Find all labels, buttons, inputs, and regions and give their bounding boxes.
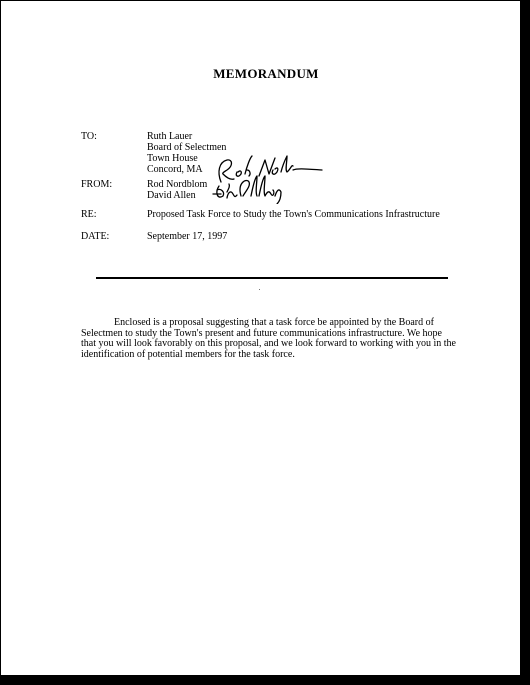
to-line-name: Ruth Lauer	[147, 131, 193, 142]
scan-speck	[259, 289, 260, 290]
from-senders	[147, 179, 207, 201]
scan-border-bottom	[1, 675, 530, 684]
re-subject: Proposed Task Force to Study the Town's Communications Infrastructure	[147, 209, 440, 220]
from-line-2: David Allen	[147, 190, 196, 201]
memo-body: Enclosed is a proposal suggesting that a task force be appointed by the Board of Selectmen to study the Town's present and future communications infrastructure. We hope that you will look favorably on this proposal, and we look forward to working with you in the identification of potential members for the task force.	[81, 317, 456, 360]
header-divider	[96, 277, 448, 279]
date-label: DATE:	[81, 231, 110, 242]
scan-border-right	[520, 1, 529, 685]
date-value: September 17, 1997	[147, 231, 228, 242]
to-label: TO:	[81, 131, 97, 142]
from-label: FROM:	[81, 179, 113, 190]
to-line-building: Town House	[147, 153, 198, 164]
re-label: RE:	[81, 209, 97, 220]
to-line-board: Board of Selectmen	[147, 142, 227, 153]
from-line-1: Rod Nordblom	[147, 179, 208, 190]
handwritten-signatures	[207, 152, 327, 204]
memo-title: MEMORANDUM	[213, 66, 319, 81]
to-line-city: Concord, MA	[147, 164, 203, 175]
